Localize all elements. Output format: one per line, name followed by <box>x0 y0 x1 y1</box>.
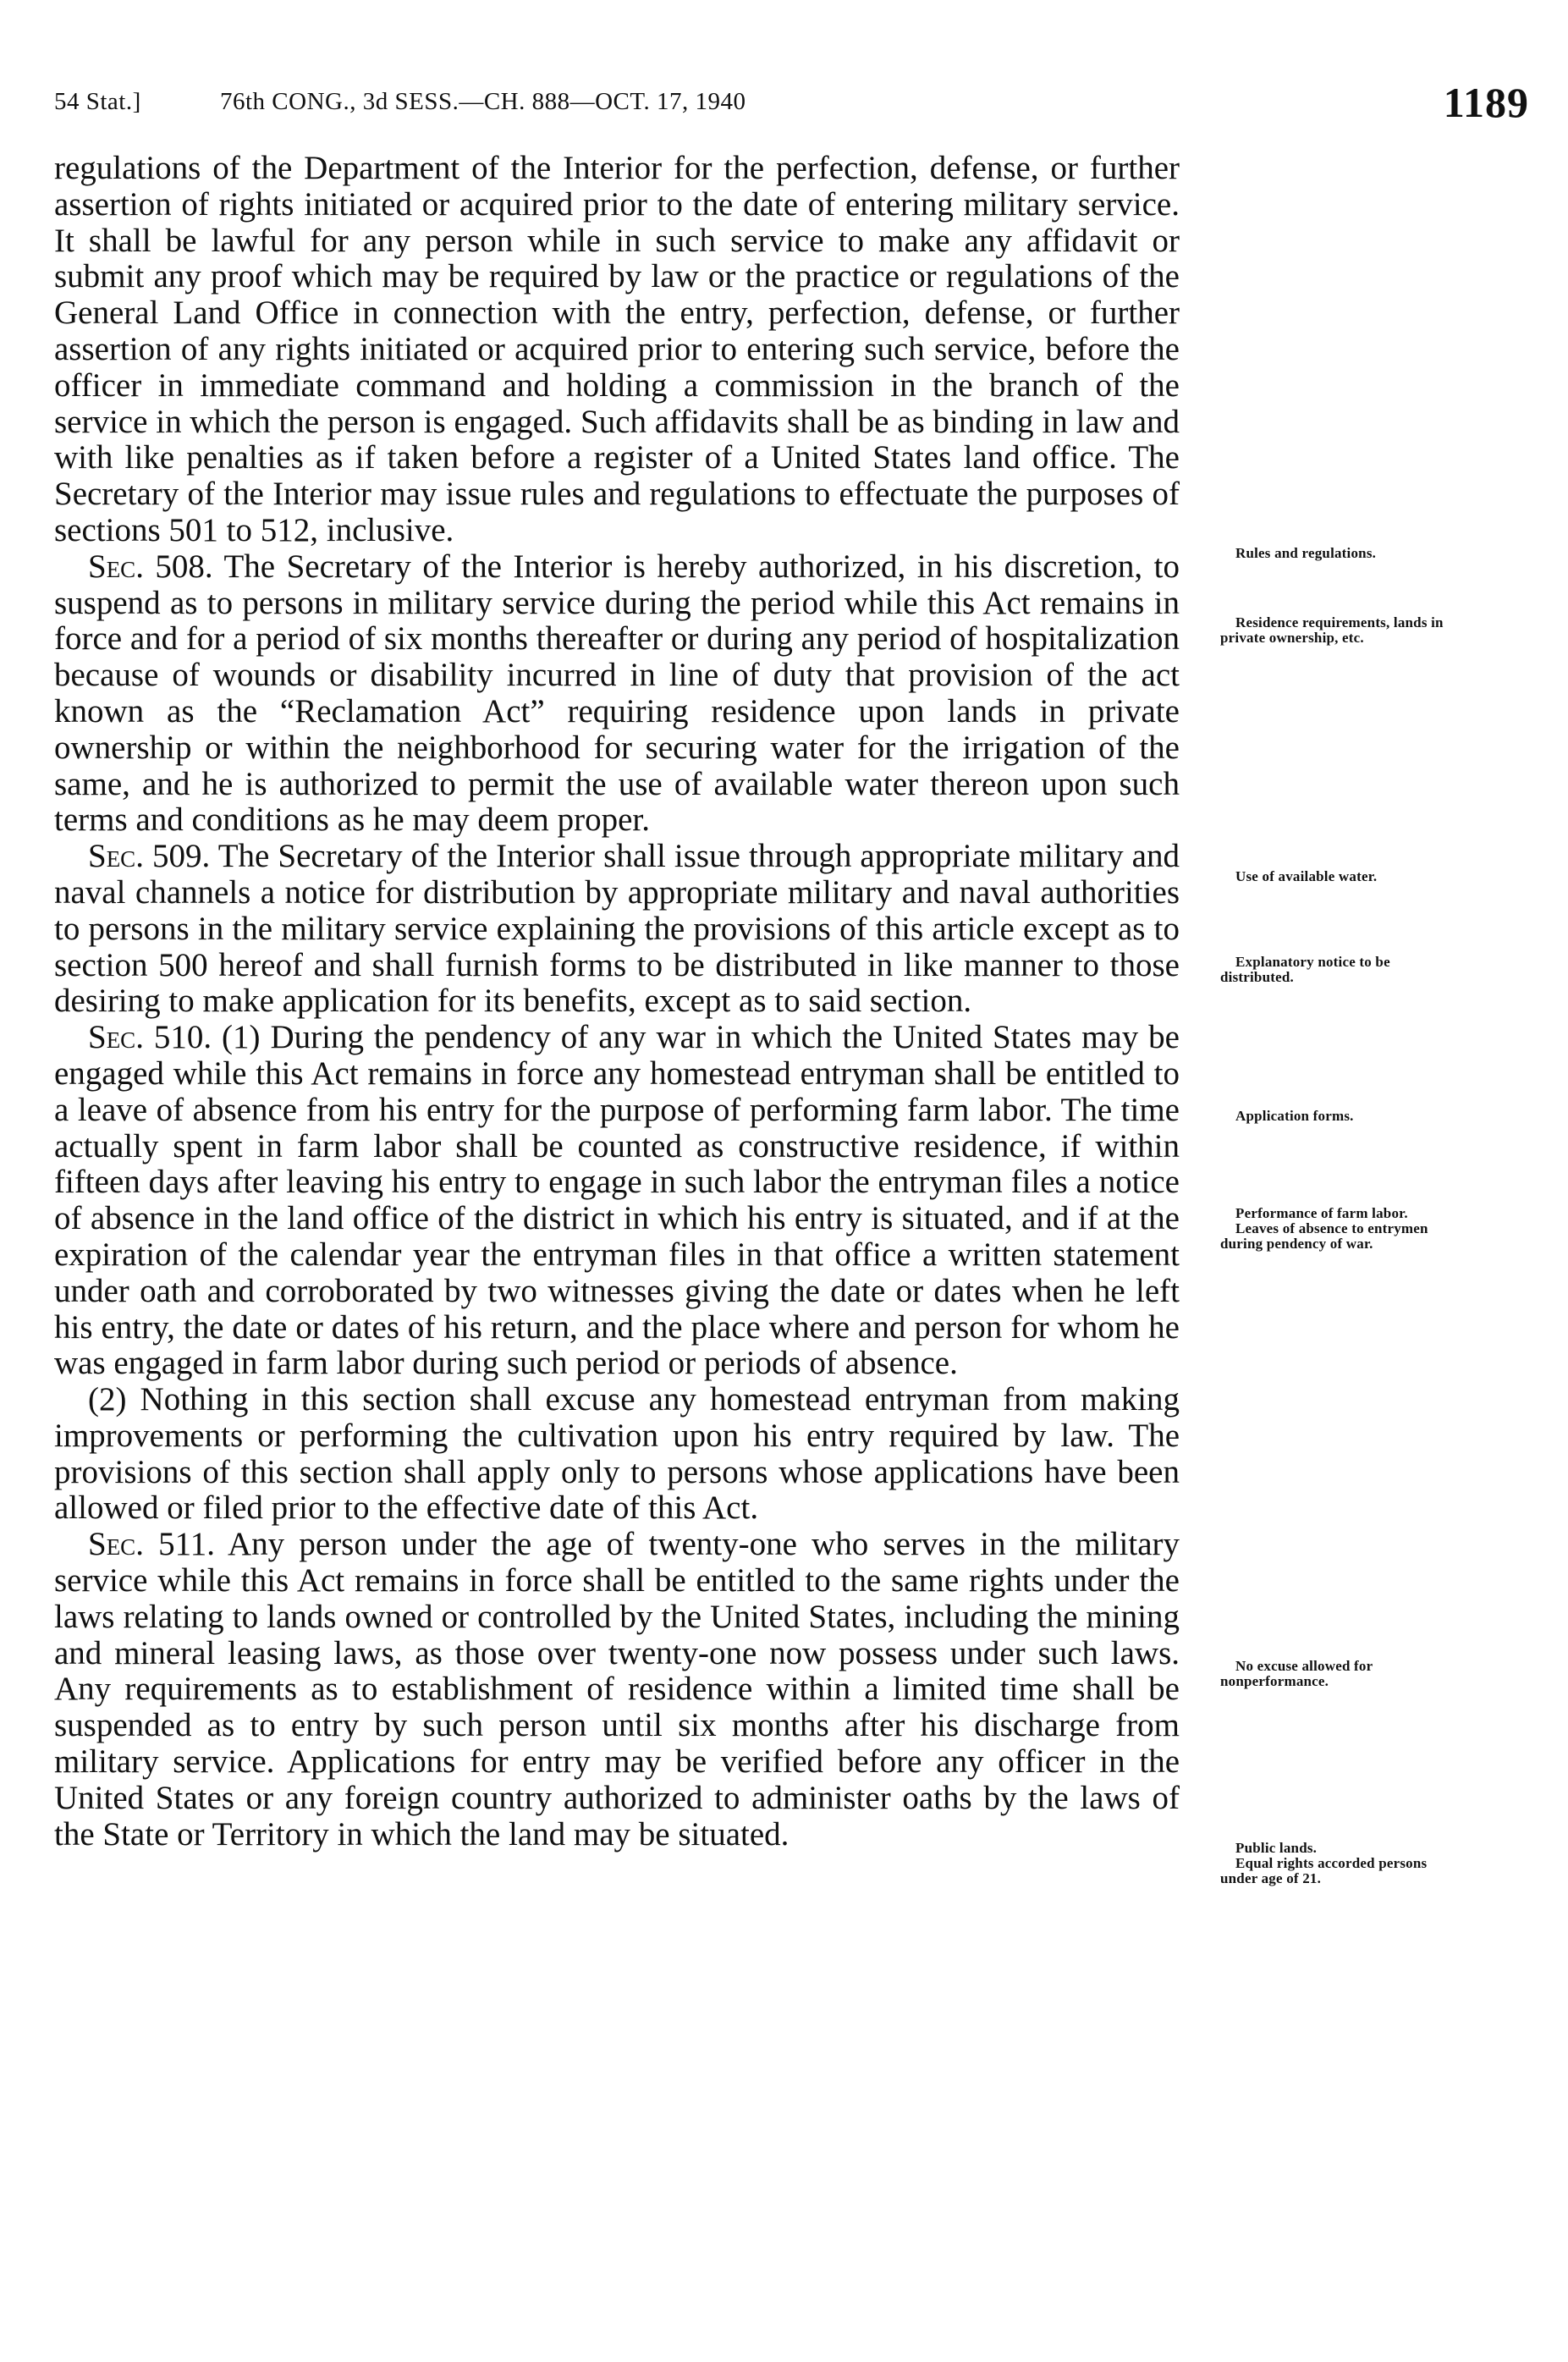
section-label: Sec. 509. <box>88 838 211 875</box>
section-label: Sec. 511. <box>88 1526 215 1563</box>
session-chapter-date: 76th CONG., 3d SESS.—CH. 888—OCT. 17, 1940 <box>220 88 746 115</box>
margin-note-text: Use of available water. <box>1235 868 1378 884</box>
margin-note-subtext: Leaves of absence to entrymen during pendency of war. <box>1220 1220 1428 1252</box>
margin-note-no-excuse <box>1220 1659 1449 1689</box>
paragraph-text: (2) Nothing in this section shall excuse any homestead entryman from making improvements or performing the cultivation upon his entry required by law. The provisions of this section shall apply only to persons whose applications have been allowed or filed prior to the effective date of this Act. <box>54 1381 1180 1527</box>
margin-note-application <box>1220 1109 1449 1124</box>
paragraph-text: The Secretary of the Interior shall issue through appropriate military and naval channels a notice for distribution by appropriate military and naval authorities to persons in the military service explaining the provisions of this article except as to section 500 hereof and shall furnish forms to be distributed in like manner to those desiring to make application for its benefits, except as to said section. <box>54 838 1180 1020</box>
paragraph-continuation <box>54 151 1180 549</box>
running-head <box>54 79 1529 137</box>
margin-note-text: Public lands. <box>1235 1840 1318 1856</box>
margin-note-text: Rules and regulations. <box>1235 545 1377 561</box>
margin-note-farm-labor <box>1220 1206 1449 1252</box>
page-number: 1189 <box>1443 79 1529 126</box>
section-511 <box>54 1527 1180 1853</box>
margin-note-subtext: Equal rights accorded persons under age of 21. <box>1220 1855 1428 1886</box>
margin-note-residence <box>1220 615 1449 646</box>
section-509 <box>54 839 1180 1020</box>
margin-note-text: Application forms. <box>1235 1108 1354 1124</box>
margin-note-explanatory <box>1220 955 1449 985</box>
section-510 <box>54 1020 1180 1382</box>
volume-citation: 54 Stat.] <box>54 88 141 115</box>
margin-note-text: Performance of farm labor. <box>1235 1205 1408 1221</box>
paragraph-text: regulations of the Department of the Interior for the perfection, defense, or further assertion of rights initiated or acquired prior to the date of entering military service. It shall be lawful for any person while in such service to make any affidavit or submit any proof which may be required by law or the practice or regulations of the General Land Office in connection with the entry, perfection, defense, or further assertion of any rights initiated or acquired prior to entering such service, before the officer in immediate command and holding a commission in the branch of the service in which the person is engaged. Such affidavits shall be as binding in law and with like penalties as if taken before a register of a United States land office. The Secretary of the Interior may issue rules and regulations to effectuate the purposes of sections 501 to 512, inclusive. <box>54 150 1180 548</box>
margin-note-public-lands <box>1220 1841 1449 1886</box>
section-508 <box>54 549 1180 839</box>
main-text <box>54 151 1180 1853</box>
margin-note-text: Explanatory notice to be distributed. <box>1220 954 1390 985</box>
paragraph-text: Any person under the age of twenty-one who serves in the military service while this Act remains in force shall be entitled to the same rights under the laws relating to lands owned or controlled by the United States, including the mining and mineral leasing laws, as those over twenty-one now possess under such laws. Any requirements as to establishment of residence within a limited time shall be suspended as to entry by such person until six months after his discharge from military service. Applications for entry may be verified before any officer in the United States or any foreign country authorized to administer oaths by the laws of the State or Territory in which the land may be situated. <box>54 1526 1180 1853</box>
margin-note-water <box>1220 869 1449 884</box>
section-label: Sec. 510. <box>88 1019 212 1056</box>
margin-note-text: No excuse allowed for nonperformance. <box>1220 1658 1373 1689</box>
section-label: Sec. 508. <box>88 548 213 585</box>
section-510-subsection-2 <box>54 1382 1180 1527</box>
margin-note-text: Residence requirements, lands in private ownership, etc. <box>1220 614 1444 646</box>
paragraph-text: The Secretary of the Interior is hereby authorized, in his discretion, to suspend as to persons in military service during the period while this Act remains in force and for a period of six months thereafter or during any period of hospitalization because of wounds or disability incurred in line of duty that provision of the act known as the “Reclamation Act” requiring residence upon lands in private ownership or within the neighborhood for securing water for the irrigation of the same, and he is authorized to permit the use of available water thereon upon such terms and conditions as he may deem proper. <box>54 548 1180 839</box>
margin-note-rules <box>1220 546 1449 561</box>
paragraph-text: (1) During the pendency of any war in which the United States may be engaged while this Act remains in force any homestead entryman shall be entitled to a leave of absence from his entry for the purpose of performing farm labor. The time actually spent in farm labor shall be counted as constructive residence, if within fifteen days after leaving his entry to engage in such labor the entryman files a notice of absence in the land office of the district in which his entry is situated, and if at the expiration of the calendar year the entryman files in that office a written statement under oath and corroborated by two witnesses giving the date or dates when he left his entry, the date or dates of his return, and the place where and person for whom he was engaged in farm labor during such period or periods of absence. <box>54 1019 1180 1382</box>
